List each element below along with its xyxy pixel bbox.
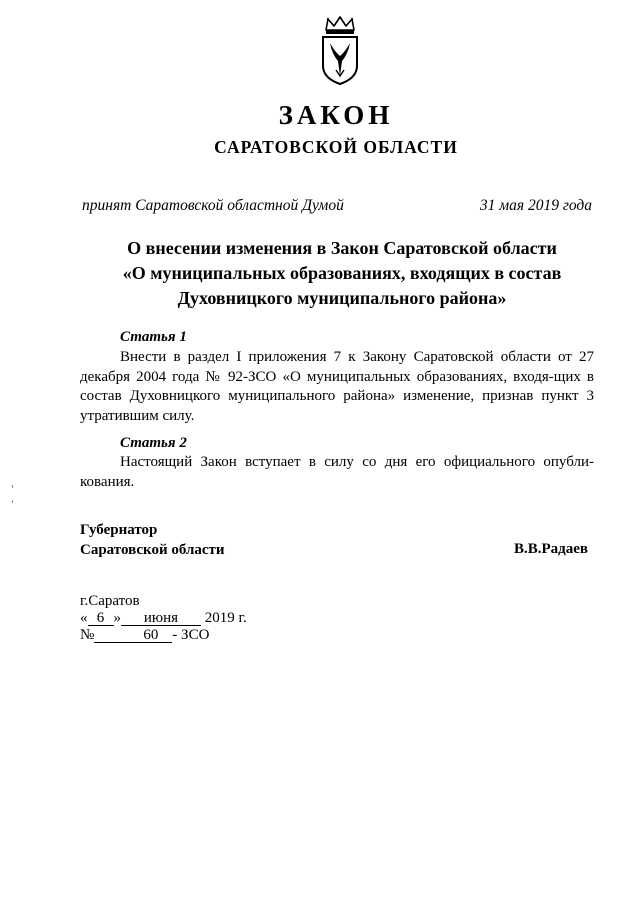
- signing-day: 6: [88, 611, 114, 626]
- adoption-authority: принят Саратовской областной Думой: [82, 197, 344, 214]
- number-sign: №: [80, 627, 95, 643]
- law-heading-line: О внесении изменения в Закон Саратовской области: [127, 238, 557, 258]
- article-1-title: Статья 1: [120, 329, 187, 345]
- law-number-suffix: - ЗСО: [172, 627, 210, 643]
- law-heading-line: Духовницкого муниципального района»: [177, 288, 507, 308]
- margin-mark: [12, 500, 13, 503]
- article-1-text: Внести в раздел I приложения 7 к Закону Саратовской области от 27 декабря 2004 года № 92-ЗСО «О муниципальных образованиях, входя-щих в состав Духовницкого муниципального района» изменение, признав пункт 3 утратившим силу.: [80, 349, 594, 424]
- signing-month: июня: [121, 611, 201, 626]
- law-number: [80, 627, 247, 644]
- signing-date: [80, 610, 247, 627]
- law-heading: [70, 236, 614, 311]
- city: г.Саратов: [80, 593, 140, 609]
- article-2-text: Настоящий Закон вступает в силу со дня его официального опубли-кования.: [80, 454, 594, 490]
- document-title: ЗАКОН: [278, 100, 394, 130]
- margin-mark: [12, 485, 13, 488]
- signatory-title-line: Саратовской области: [80, 542, 225, 558]
- place-and-date-block: [80, 593, 247, 644]
- document-subtitle: САРАТОВСКОЙ ОБЛАСТИ: [214, 137, 458, 157]
- signatory-title-line: Губернатор: [80, 522, 158, 538]
- signatory-title: [80, 520, 225, 560]
- article-2-title: Статья 2: [120, 435, 187, 451]
- saratov-coat-of-arms-icon: [318, 16, 362, 86]
- quote-open: «: [80, 610, 88, 626]
- signing-year: 2019 г.: [204, 610, 247, 626]
- law-number-value: 60: [94, 628, 172, 643]
- law-heading-line: «О муниципальных образованиях, входящих в состав: [122, 263, 562, 283]
- quote-close: »: [113, 610, 121, 626]
- signatory-name: В.В.Радаев: [513, 541, 588, 557]
- adoption-date: 31 мая 2019 года: [479, 197, 592, 214]
